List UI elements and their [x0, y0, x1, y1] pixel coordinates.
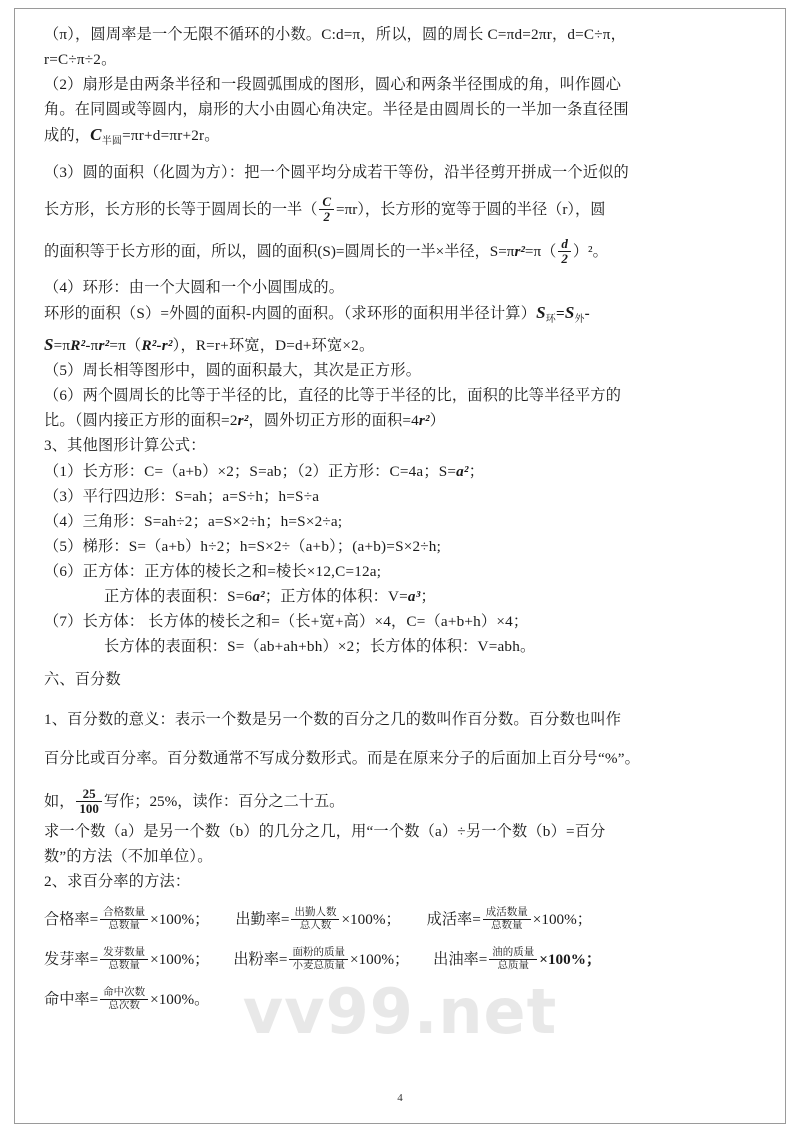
text-fragment: 的面积等于长方形的面，所以，圆的面积(S)=圆周长的一半×半径，S=π [44, 243, 515, 261]
variable-r-squared: r² [514, 243, 525, 261]
watermark: vv99.net [242, 975, 558, 1048]
text-fragment: ）²。 [572, 243, 608, 261]
rate-formula [235, 907, 401, 932]
rate-label: 出勤率= [235, 911, 290, 929]
formula-line [44, 459, 758, 484]
rate-label: 合格率= [44, 911, 99, 929]
text-fragment: 环形的面积（S）=外圆的面积-内圆的面积。（求环形的面积用半径计算） [44, 305, 537, 323]
fraction [291, 907, 339, 932]
variable-a-squared: a² [456, 463, 469, 481]
text-fragment: =π（ [109, 337, 142, 355]
rate-formula [426, 907, 592, 932]
variable-r-squared: r² [98, 337, 110, 355]
rate-formula-row [44, 943, 758, 977]
fraction [100, 907, 148, 932]
paragraph-line: 1、百分数的意义：表示一个数是另一个数的百分之几的数叫作百分数。百分数也叫作 [44, 711, 622, 729]
fraction-denominator: 小麦总质量 [292, 960, 345, 972]
fraction-numerator: d [558, 237, 571, 253]
formula-line: （4）三角形：S=ah÷2；a=S×2÷h；h=S×2÷a; [44, 513, 343, 531]
paragraph-line: 百分比或百分率。百分数通常不写成分数形式。而是在原来分子的后面加上百分号“%”。 [44, 750, 641, 768]
fraction-d-over-2 [558, 237, 571, 267]
section-heading-2: 2、求百分率的方法： [44, 873, 191, 891]
text-fragment: 比。（圆内接正方形的面积=2 [44, 412, 238, 430]
paragraph-line: （3）圆的面积（化圆为方）：把一个圆平均分成若干等份，沿半径剪开拼成一个近似的 [44, 164, 629, 182]
variable-a-cubed: a³ [407, 588, 421, 606]
rate-formula [233, 947, 410, 972]
paragraph-line: （π），圆周率是一个无限不循环的小数。C:d=π，所以，圆的周长 C=πd=2πr，d=C÷π， [44, 26, 627, 43]
equals-sign: = [555, 305, 565, 323]
fraction-25-over-100 [76, 787, 102, 817]
rate-formula [44, 947, 210, 972]
text-fragment: ） [429, 412, 446, 430]
formula-line: （3）平行四边形：S=ah；a=S÷h；h=S÷a [44, 488, 320, 506]
fraction-denominator: 总质量 [497, 960, 530, 972]
subscript-wai: 外 [574, 314, 585, 326]
formula-line [44, 584, 758, 609]
fraction-numerator: 成活数量 [483, 907, 531, 920]
fraction-numerator: 命中次数 [100, 987, 148, 1000]
rate-multiplier: ×100%； [150, 911, 210, 929]
paragraph-line: （5）周长相等图形中，圆的面积最大，其次是正方形。 [44, 362, 422, 380]
variable-S-wai: S [564, 303, 575, 323]
text-fragment: ； [468, 463, 485, 481]
fraction-denominator: 总数量 [108, 920, 140, 932]
variable-S: S [44, 335, 54, 355]
paragraph-line-with-formula [44, 332, 758, 358]
variable-r-squared: r² [418, 412, 430, 430]
formula-line: 长方体的表面积：S=（ab+ah+bh）×2；长方体的体积：V=abh。 [104, 638, 536, 656]
rate-multiplier: ×100%。 [150, 991, 210, 1009]
fraction-denominator: 100 [79, 801, 99, 817]
variable-r-squared: r² [237, 412, 249, 430]
text-fragment: ； [420, 588, 436, 606]
fraction-numerator: 25 [76, 787, 102, 803]
subscript-banyuan: 半圆 [101, 136, 123, 148]
text-fragment: 长方形，长方形的长等于圆周长的一半（ [44, 201, 318, 219]
rate-multiplier: ×100%； [341, 911, 401, 929]
fraction-numerator: 出勤人数 [291, 907, 339, 920]
text-fragment: 写作；25%，读作：百分之二十五。 [103, 793, 345, 811]
paragraph-line-with-formula [44, 408, 758, 433]
paragraph-line: 数”的方法（不加单位）。 [44, 848, 213, 866]
rate-multiplier: ×100%； [150, 951, 210, 969]
variable-R-squared: R² [70, 337, 86, 355]
text-fragment: （1）长方形：C=（a+b）×2；S=ab；（2）正方形：C=4a；S= [44, 463, 457, 481]
paragraph-line-with-fraction [44, 193, 758, 227]
text-fragment: 成的， [44, 127, 91, 144]
variable-a-squared: a² [252, 588, 265, 606]
text-fragment: -π [85, 337, 99, 355]
text-fragment: =π（ [524, 243, 557, 261]
text-fragment: 如， [44, 793, 75, 811]
subscript-huan: 环 [545, 314, 556, 326]
rate-multiplier: ×100%； [539, 951, 602, 969]
paragraph-line-with-fraction [44, 235, 758, 269]
text-fragment: =πr），长方形的宽等于圆的半径（r），圆 [336, 201, 606, 219]
rate-multiplier: ×100%； [532, 911, 592, 929]
fraction-denominator: 总数量 [108, 960, 140, 972]
fraction [483, 907, 531, 932]
paragraph-line: 角。在同圆或等圆内，扇形的大小由圆心角决定。半径是由圆周长的一半加一条直径围 [44, 101, 629, 118]
rate-formula [433, 947, 602, 972]
paragraph-line: 求一个数（a）是另一个数（b）的几分之几，用“一个数（a）÷另一个数（b）=百分 [44, 823, 606, 841]
fraction-denominator: 总数量 [491, 920, 523, 932]
fraction [289, 947, 348, 972]
paragraph-line: （4）环形：由一个大圆和一个小圆围成的。 [44, 279, 345, 297]
text-fragment: =π [53, 337, 71, 355]
formula-line: （5）梯形：S=（a+b）h÷2；h=S×2÷（a+b）；(a+b)=S×2÷h; [44, 538, 442, 556]
paragraph-line: r=C÷π÷2。 [44, 51, 117, 68]
fraction-numerator: 面粉的质量 [289, 947, 348, 960]
text-fragment: ），R=r+环宽，D=d+环宽×2。 [172, 337, 375, 355]
rate-label: 出粉率= [233, 951, 288, 969]
fraction-denominator: 总次数 [108, 1000, 140, 1012]
text-fragment: 正方体的表面积：S=6 [104, 588, 253, 606]
rate-formula [44, 907, 210, 932]
fraction [100, 947, 148, 972]
formula-line: （6）正方体：正方体的棱长之和=棱长×12,C=12a; [44, 563, 382, 581]
variable-S-huan: S [536, 303, 546, 323]
section-heading-3: 3、其他图形计算公式： [44, 437, 206, 455]
rate-label: 发芽率= [44, 951, 99, 969]
rate-formula-row [44, 903, 758, 937]
fraction-denominator: 2 [323, 209, 330, 225]
rate-multiplier: ×100%； [349, 951, 410, 969]
paragraph-line: （6）两个圆周长的比等于半径的比，直径的比等于半径的比，面积的比等半径平方的 [44, 387, 622, 405]
paragraph-line-with-formula [44, 300, 758, 332]
fraction-numerator: 合格数量 [100, 907, 148, 920]
fraction-numerator: 油的质量 [489, 947, 537, 960]
expression-R2-minus-r2: R²-r² [141, 337, 173, 355]
page-number: 4 [397, 1092, 403, 1104]
paragraph-line: （2）扇形是由两条半径和一段圆弧围成的图形，圆心和两条半径围成的角，叫作圆心 [44, 76, 622, 93]
fraction-c-over-2 [319, 195, 334, 225]
text-fragment: ，圆外切正方形的面积=4 [248, 412, 419, 430]
fraction-numerator: 发芽数量 [100, 947, 148, 960]
minus-sign: - [584, 305, 590, 323]
section-heading-6: 六、百分数 [44, 671, 121, 689]
fraction-numerator: C [319, 195, 334, 211]
fraction [489, 947, 537, 972]
rate-label: 成活率= [426, 911, 481, 929]
fraction-denominator: 2 [561, 251, 568, 267]
formula-line: （7）长方体： 长方体的棱长之和=（长+宽+高）×4，C=（a+b+h）×4； [44, 613, 529, 631]
fraction-denominator: 总人数 [299, 920, 332, 932]
paragraph-line-with-fraction [44, 785, 758, 819]
text-fragment: =πr+d=πr+2r。 [122, 127, 220, 144]
rate-label: 命中率= [44, 991, 99, 1009]
rate-label: 出油率= [433, 951, 488, 969]
text-fragment: ；正方体的体积：V= [264, 588, 408, 606]
document-content [44, 22, 758, 1017]
variable-C: C [90, 125, 102, 144]
paragraph-line-with-formula [44, 122, 758, 154]
